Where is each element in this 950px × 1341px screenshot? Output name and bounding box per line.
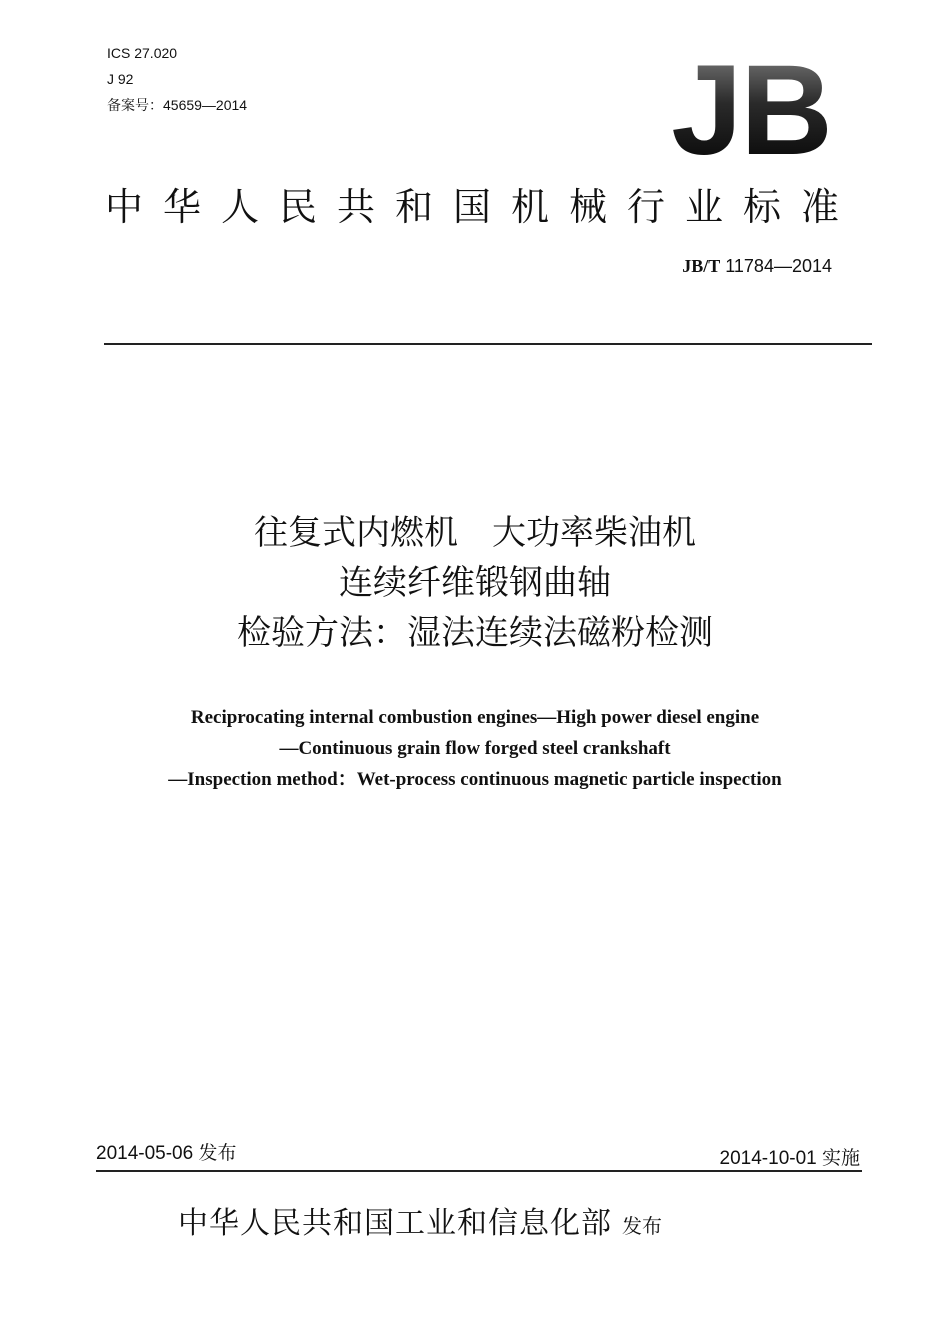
ics-code: ICS 27.020 (107, 45, 178, 61)
standard-number (682, 256, 832, 277)
svg-text:JB: JB (671, 48, 831, 168)
issue-date: 2014-05-06 发布 (96, 1143, 237, 1164)
bottom-divider (96, 1170, 862, 1172)
jb-logo (656, 48, 846, 168)
english-title-line-2: —Continuous grain flow forged steel crankshaft (279, 738, 671, 759)
publisher-suffix: 发布 (622, 1214, 662, 1238)
chinese-title-line-3: 检验方法：湿法连续法磁粉检测 (237, 613, 713, 653)
english-title (0, 702, 950, 795)
standard-prefix: JB/T (682, 256, 721, 276)
implementation-date: 2014-10-01 实施 (719, 1148, 860, 1169)
classification-code: J 92 (107, 71, 134, 87)
english-title-line-1: Reciprocating internal combustion engines—High power diesel engine (190, 707, 760, 728)
top-divider (104, 343, 872, 345)
record-number: 备案号：45659—2014 (107, 97, 248, 113)
publisher-name: 中华人民共和国工业和信息化部 (178, 1206, 612, 1241)
chinese-title-line-2: 连续纤维锻钢曲轴 (339, 563, 611, 603)
english-title-line-3: —Inspection method：Wet-process continuous magnetic particle inspection (168, 769, 782, 790)
chinese-title-line-1: 往复式内燃机 大功率柴油机 (254, 513, 696, 553)
standard-code: 11784—2014 (725, 256, 832, 276)
publisher (178, 1198, 662, 1242)
chinese-title (0, 508, 950, 658)
document-metadata (107, 40, 247, 118)
organization-title: 中华人民共和国机械行业标准 (105, 185, 860, 229)
